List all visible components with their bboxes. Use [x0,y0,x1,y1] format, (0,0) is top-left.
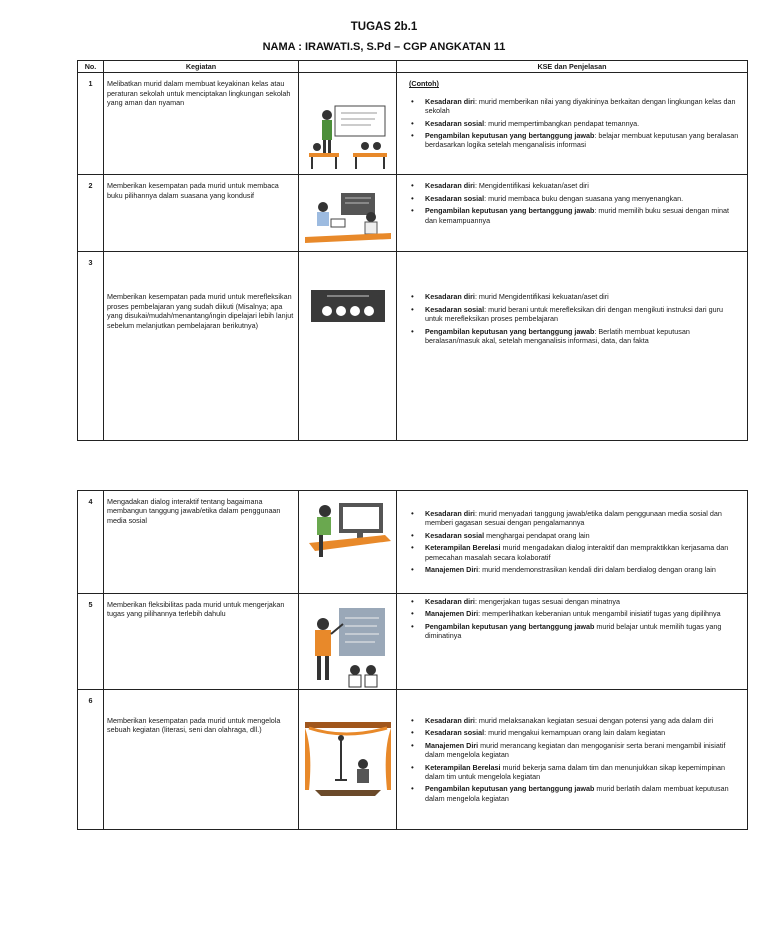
activity-table-2 [77,490,748,830]
row-number: 6 [78,690,104,830]
list-item: • Kesadaran sosial: murid membaca buku dengan suasana yang menyenangkan. [409,194,741,203]
table-row [78,73,748,175]
image-cell [299,594,397,690]
list-item: • Kesadaran diri: Mengidentifikasi kekuatan/aset diri [409,181,741,190]
kse-list [409,181,741,225]
kse-cell [397,252,748,441]
image-cell [299,175,397,252]
row-number: 3 [78,252,104,441]
kegiatan-text: Memberikan kesempatan pada murid untuk membaca buku pilihannya dalam suasana yang kondusif [104,175,299,252]
student-computer-illustration-icon [305,497,391,565]
header-image [299,61,397,73]
classroom-teacher-illustration-icon [305,101,391,171]
table-row [78,252,748,441]
list-item: • Manajemen Diri: memperlihatkan keberanian untuk mengambil inisiatif tugas yang dipilihnya [409,609,741,618]
list-item: • Kesadaran sosial: murid berani untuk merefleksikan diri dengan mengikuti instruksi dari guru untuk merefleksikan proses pembelajaran [409,305,741,324]
header-kegiatan: Kegiatan [104,61,299,73]
list-item: • Kesadaran sosial: murid mengakui kemampuan orang lain dalam kegiatan [409,728,741,737]
list-item: • Keterampilan Berelasi murid bekerja sama dalam tim dan menunjukkan sikap kepemimpinan dalam tim untuk mengelola kegiatan [409,763,741,782]
header-kse: KSE dan Penjelasan [397,61,748,73]
table-header-row [78,61,748,73]
list-item: • Kesadaran diri: murid Mengidentifikasi kekuatan/aset diri [409,292,741,301]
table-row [78,594,748,690]
table-row [78,175,748,252]
page-title: TUGAS 2b.1 [350,21,418,33]
students-reading-illustration-icon [305,189,391,249]
reflection-faces-illustration-icon [305,290,391,322]
image-cell [299,252,397,441]
image-cell [299,690,397,830]
kegiatan-text: Melibatkan murid dalam membuat keyakinan kelas atau peraturan sekolah untuk menciptakan lingkungan sekolah yang aman dan nyaman [104,73,299,175]
list-item: • Kesadaran diri: mengerjakan tugas sesuai dengan minatnya [409,597,741,606]
image-cell [299,73,397,175]
stage-performance-illustration-icon [305,720,391,798]
kse-cell [397,690,748,830]
kse-cell [397,175,748,252]
kegiatan-text: Mengadakan dialog interaktif tentang bagaimana membangun tanggung jawab/etika dalam penggunaan media sosial [104,491,299,594]
teacher-whiteboard-illustration-icon [305,604,391,688]
kse-list [409,716,741,803]
activity-table-1 [77,60,748,441]
list-item: • Kesadaran sosial menghargai pendapat orang lain [409,531,741,540]
kegiatan-text: Memberikan kesempatan pada murid untuk merefleksikan proses pembelajaran yang sudah diikuti (Misalnya; apa yang disukai/mudah/menantang/ingin dipelajari lebih lanjut sebelum melanjutkan pembelajaran berikutnya) [104,252,299,441]
kegiatan-text: Memberikan kesempatan pada murid untuk mengelola sebuah kegiatan (literasi, seni dan olahraga, dll.) [104,690,299,830]
list-item: • Kesadaran sosial: murid mempertimbangkan pendapat temannya. [409,119,741,128]
list-item: • Kesadaran diri: murid memberikan nilai yang diyakininya berkaitan dengan lingkungan kelas dan sekolah [409,97,741,116]
page-subtitle: NAMA : IRAWATI.S, S.Pd – CGP ANGKATAN 11 [262,41,506,53]
list-item: • Pengambilan keputusan yang bertanggung jawab: Berlatih membuat keputusan beralasan/masuk akal, setelah menganalisis informasi, data, dan fakta [409,327,741,346]
list-item: • Kesadaran diri: murid melaksanakan kegiatan sesuai dengan potensi yang ada dalam diri [409,716,741,725]
list-item: • Pengambilan keputusan yang bertanggung jawab: murid memilih buku sesuai dengan minat dan kemampuannya [409,206,741,225]
list-item: • Keterampilan Berelasi murid mengadakan dialog interaktif dan mempraktikkan kerjasama dan pemecahan masalah secara kolaboratif [409,543,741,562]
header-no: No. [78,61,104,73]
list-item: • Kesadaran diri: murid menyadari tanggung jawab/etika dalam penggunaan media sosial dan memberi gagasan sesuai dengan pengalamannya [409,509,741,528]
kegiatan-text: Memberikan fleksibilitas pada murid untuk mengerjakan tugas yang pilihannya terlebih dahulu [104,594,299,690]
kse-list [409,292,741,345]
list-item: • Manajemen Diri: murid mendemonstrasikan kendali diri dalam berdialog dengan orang lain [409,565,741,574]
list-item: • Pengambilan keputusan yang bertanggung jawab murid belajar untuk memilih tugas yang diminatinya [409,622,741,641]
image-cell [299,491,397,594]
list-item: • Pengambilan keputusan yang bertanggung jawab murid berlatih dalam membuat keputusan dalam mengelola kegiatan [409,784,741,803]
kse-cell [397,491,748,594]
table-row [78,491,748,594]
kse-list [409,597,741,641]
row-number: 2 [78,175,104,252]
kse-cell [397,73,748,175]
row-number: 1 [78,73,104,175]
row-number: 4 [78,491,104,594]
row-number: 5 [78,594,104,690]
kse-cell [397,594,748,690]
list-item: • Manajemen Diri murid merancang kegiatan dan mengoganisir serta berani mengambil inisiatif dalam mengelola kegiatan [409,741,741,760]
kse-list [409,97,741,150]
table-row [78,690,748,830]
contoh-label: (Contoh) [409,79,439,89]
list-item: • Pengambilan keputusan yang bertanggung jawab: belajar membuat keputusan yang beralasan berdasarkan logika setelah menganalisis informasi [409,131,741,150]
kse-list [409,509,741,574]
